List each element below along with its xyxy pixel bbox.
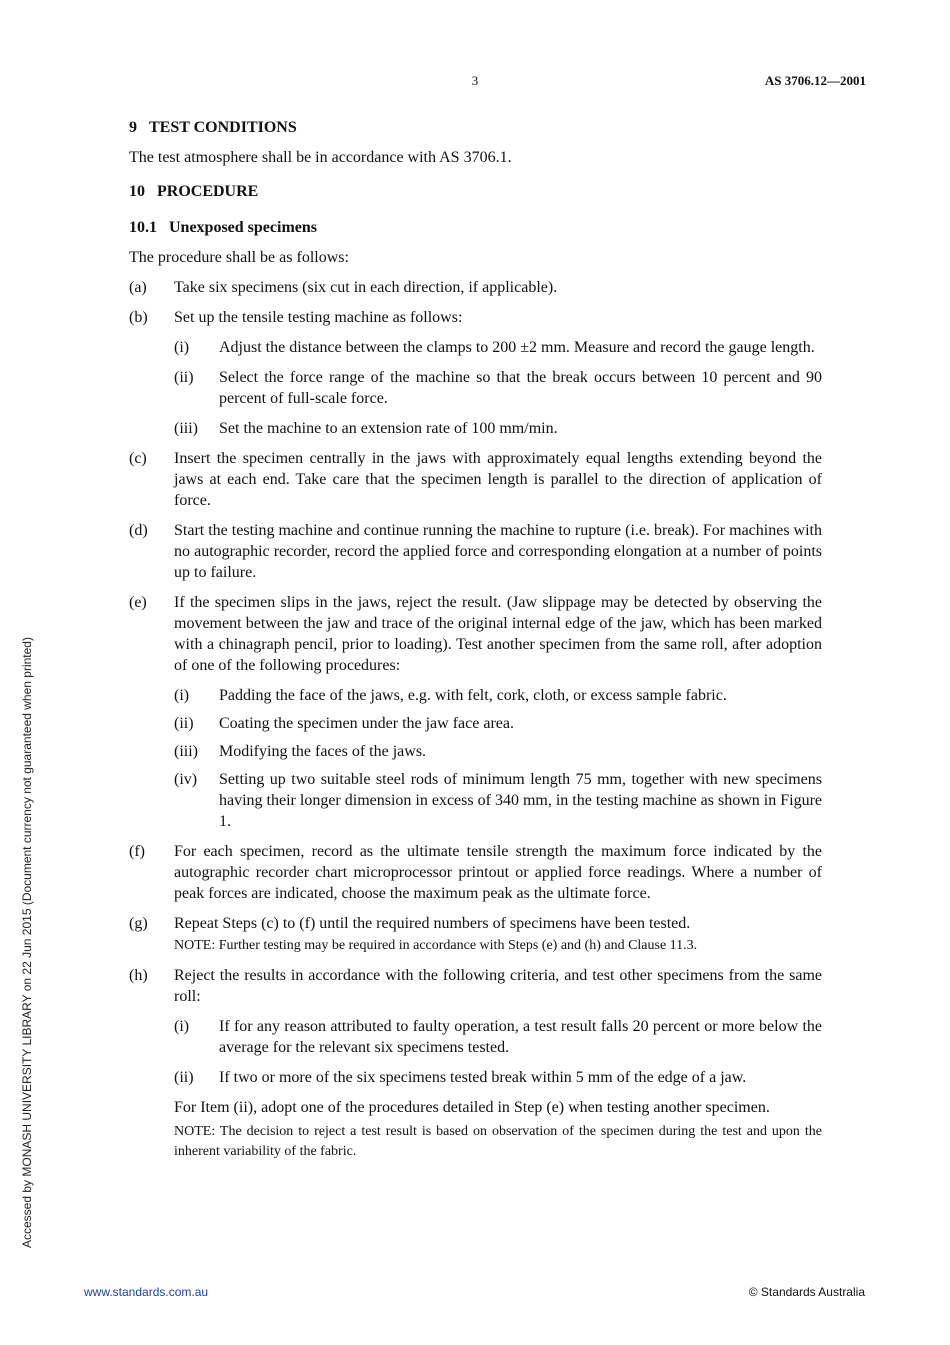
sub-label: (iii) — [174, 420, 198, 437]
section-10-1-heading: 10.1 Unexposed specimens — [129, 219, 318, 236]
step-text: Start the testing machine and continue running the machine to rupture (i.e. break). For machines with no autographic recorder, record the applied force and corresponding elongation at a number of points up to failure. — [174, 522, 822, 581]
access-watermark: Accessed by MONASH UNIVERSITY LIBRARY on 22 Jun 2015 (Document currency not guaranteed when printed) — [20, 637, 34, 1248]
sub-item — [174, 685, 822, 706]
copyright: © Standards Australia — [748, 1285, 865, 1299]
sub-item — [174, 1067, 822, 1088]
sub-item — [174, 367, 822, 409]
sub-text: Coating the specimen under the jaw face area. — [219, 715, 514, 732]
step-label: (f) — [129, 843, 145, 860]
sub-label: (iii) — [174, 743, 198, 760]
step-label: (g) — [129, 915, 148, 932]
sub-item — [174, 741, 822, 762]
sub-text: Modifying the faces of the jaws. — [219, 743, 427, 760]
step-h-after-text: For Item (ii), adopt one of the procedures detailed in Step (e) when testing another specimen. — [174, 1099, 770, 1116]
step-b — [129, 307, 822, 328]
step-label: (d) — [129, 522, 148, 539]
step-a — [129, 277, 822, 298]
sub-label: (i) — [174, 687, 190, 704]
step-d — [129, 520, 822, 583]
section-9-text: The test atmosphere shall be in accordance with AS 3706.1. — [129, 149, 512, 166]
procedure-intro: The procedure shall be as follows: — [129, 249, 349, 266]
sub-item — [174, 418, 822, 439]
sub-text: If for any reason attributed to faulty operation, a test result falls 20 percent or more below the average for the relevant six specimens tested. — [219, 1018, 822, 1056]
step-f — [129, 841, 822, 904]
sub-text: If two or more of the six specimens tested break within 5 mm of the edge of a jaw. — [219, 1069, 747, 1086]
sub-label: (ii) — [174, 369, 194, 386]
page-number: 3 — [471, 73, 479, 88]
sub-label: (i) — [174, 1018, 190, 1035]
note-text: NOTE: The decision to reject a test result is based on observation of the specimen during the test and upon the inherent variability of the fabric. — [174, 1124, 822, 1159]
document-body — [129, 117, 822, 1162]
sub-text: Setting up two suitable steel rods of minimum length 75 mm, together with new specimens having their longer dimension in excess of 340 mm, in the testing machine as shown in Figure 1. — [219, 771, 823, 830]
sub-label: (ii) — [174, 715, 194, 732]
step-h — [129, 965, 822, 1007]
sub-item — [174, 1016, 822, 1058]
step-g-body — [174, 913, 822, 956]
step-h-subitems — [174, 1016, 822, 1088]
step-label: (e) — [129, 594, 147, 611]
sub-item — [174, 337, 822, 358]
step-b-subitems — [174, 337, 822, 439]
sub-text: Adjust the distance between the clamps to 200 ±2 mm. Measure and record the gauge length. — [219, 339, 815, 356]
sub-label: (i) — [174, 339, 190, 356]
sub-text: Set the machine to an extension rate of 100 mm/min. — [219, 420, 558, 437]
step-e — [129, 592, 822, 676]
note-text: NOTE: Further testing may be required in accordance with Steps (e) and (h) and Clause 11.3. — [174, 938, 698, 953]
step-text: Set up the tensile testing machine as follows: — [174, 309, 463, 326]
step-label: (a) — [129, 279, 147, 296]
step-h-closing — [174, 1097, 822, 1162]
sub-item — [174, 713, 822, 734]
sub-text: Select the force range of the machine so that the break occurs between 10 percent and 90 percent of full-scale force. — [219, 369, 822, 407]
step-label: (b) — [129, 309, 148, 326]
step-text: For each specimen, record as the ultimate tensile strength the maximum force indicated by the autographic recorder chart microprocessor printout or applied force readings. Where a number of peak forces are indicated, choose the maximum peak as the ultimate force. — [174, 843, 822, 902]
standard-number: AS 3706.12—2001 — [764, 73, 866, 88]
step-text: Reject the results in accordance with the following criteria, and test other specimens from the same roll: — [174, 967, 822, 1005]
sub-label: (ii) — [174, 1069, 194, 1086]
step-c — [129, 448, 822, 511]
website-link[interactable]: www.standards.com.au — [84, 1285, 209, 1299]
section-10-heading: 10 PROCEDURE — [129, 183, 259, 200]
step-text: Insert the specimen centrally in the jaws with approximately equal lengths extending beyond the jaws at each end. Take care that the specimen length is parallel to the direction of application of force. — [174, 450, 822, 509]
step-label: (c) — [129, 450, 147, 467]
step-label: (h) — [129, 967, 148, 984]
step-e-subitems — [174, 685, 822, 832]
section-9-heading: 9 TEST CONDITIONS — [129, 119, 297, 136]
step-text: If the specimen slips in the jaws, reject the result. (Jaw slippage may be detected by observing the movement between the jaw and trace of the original internal edge of the jaw, which has been marked with a chinagraph pencil, prior to loading). Test another specimen from the same roll, after adoption of one of the following procedures: — [174, 594, 822, 674]
step-text: Take six specimens (six cut in each direction, if applicable). — [174, 279, 558, 296]
step-g — [129, 913, 822, 956]
sub-text: Padding the face of the jaws, e.g. with felt, cork, cloth, or excess sample fabric. — [219, 687, 727, 704]
sub-item — [174, 769, 822, 832]
step-text: Repeat Steps (c) to (f) until the required numbers of specimens have been tested. — [174, 915, 691, 932]
sub-label: (iv) — [174, 771, 198, 788]
